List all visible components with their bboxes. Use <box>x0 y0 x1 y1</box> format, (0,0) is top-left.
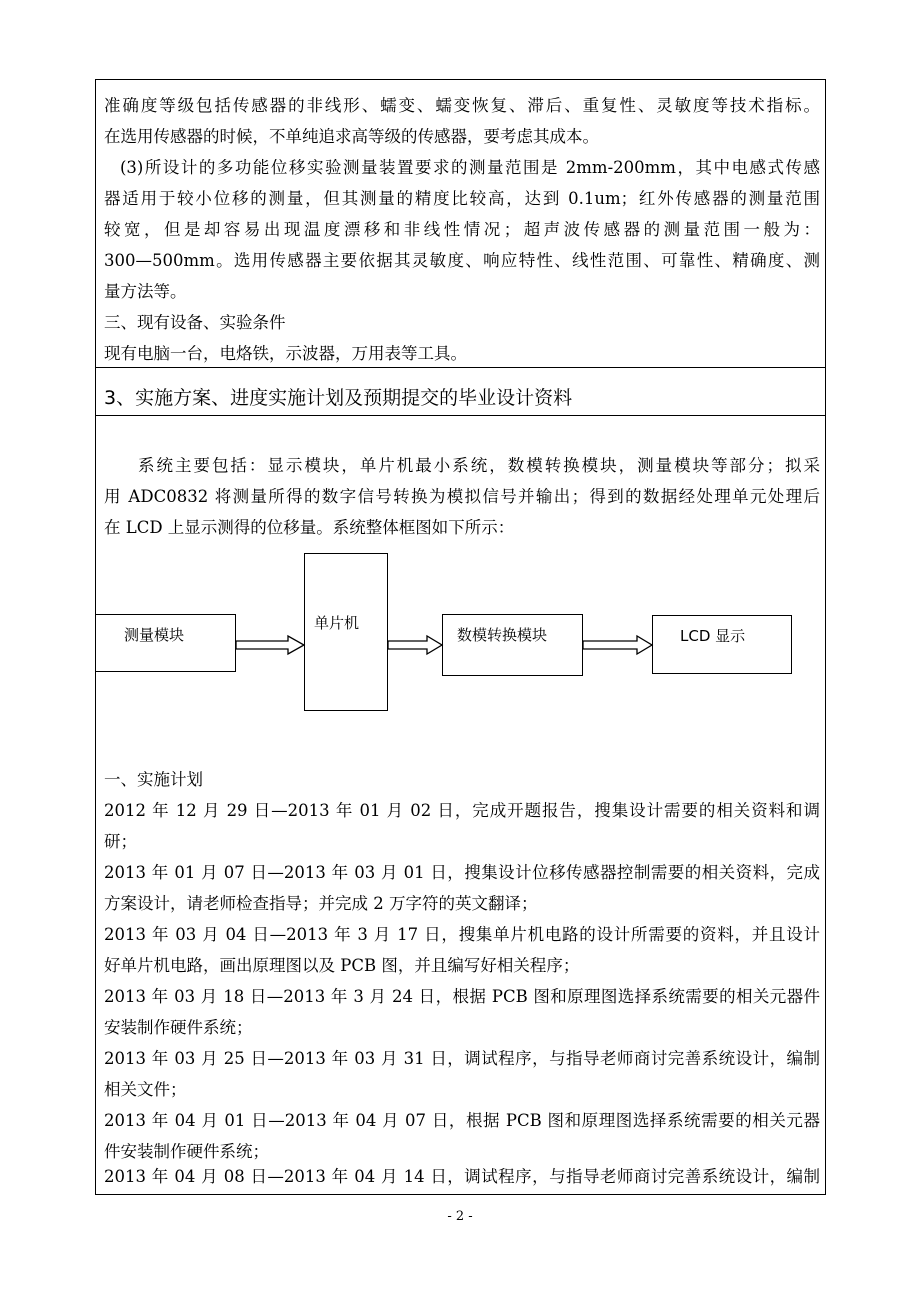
plan-line: 2013 年 03 月 25 日—2013 年 03 月 31 日，调试程序，与指导老师商讨完善系统设计，编制 <box>104 1049 820 1068</box>
plan-line: 好单片机电路，画出原理图以及 PCB 图，并且编写好相关程序； <box>104 956 580 975</box>
text-line: 系统主要包括：显示模块，单片机最小系统，数模转换模块，测量模块等部分；拟采 <box>138 456 820 475</box>
block-label: 数模转换模块 <box>457 626 548 644</box>
plan-line: 2013 年 03 月 18 日—2013 年 3 月 24 日，根据 PCB 图和原理图选择系统需要的相关元器件 <box>104 987 820 1006</box>
plan-line: 安装制作硬件系统； <box>104 1018 253 1037</box>
section-heading: 3、实施方案、进度实施计划及预期提交的毕业设计资料 <box>104 387 573 409</box>
text-line: 用 ADC0832 将测量所得的数字信号转换为模拟信号并输出；得到的数据经处理单元处理后 <box>104 487 820 506</box>
text-line: 量方法等。 <box>104 282 187 301</box>
text-line: 在选用传感器的时候，不单纯追求高等级的传感器，要考虑其成本。 <box>104 127 599 146</box>
section-subtitle: 一、实施计划 <box>104 770 203 789</box>
plan-line: 件安装制作硬件系统； <box>104 1142 269 1161</box>
text-line: 现有电脑一台，电烙铁，示波器，万用表等工具。 <box>104 344 467 363</box>
plan-line: 2012 年 12 月 29 日—2013 年 01 月 02 日，完成开题报告，搜集设计需要的相关资料和调 <box>104 801 820 820</box>
section-subtitle: 三、现有设备、实验条件 <box>104 313 286 332</box>
text-line: 在 LCD 上显示测得的位移量。系统整体框图如下所示： <box>104 518 515 537</box>
plan-line: 2013 年 04 月 01 日—2013 年 04 月 07 日，根据 PCB 图和原理图选择系统需要的相关元器 <box>104 1111 820 1130</box>
text-line: 器适用于较小位移的测量，但其测量的精度比较高，达到 0.1um；红外传感器的测量范围 <box>104 189 820 208</box>
block-label: LCD 显示 <box>680 627 746 645</box>
text-line: 300—500mm。选用传感器主要依据其灵敏度、响应特性、线性范围、可靠性、精确度、测 <box>104 251 820 270</box>
block-label: 测量模块 <box>124 626 185 644</box>
plan-line: 2013 年 03 月 04 日—2013 年 3 月 17 日，搜集单片机电路的设计所需要的资料，并且设计 <box>104 925 820 944</box>
plan-line: 2013 年 01 月 07 日—2013 年 03 月 01 日，搜集设计位移传感器控制需要的相关资料，完成 <box>104 863 820 882</box>
plan-line: 方案设计，请老师检查指导；并完成 2 万字符的英文翻译； <box>104 894 538 913</box>
page-number: - 2 - <box>447 1209 473 1224</box>
text-line: (3)所设计的多功能位移实验测量装置要求的测量范围是 2mm-200mm，其中电感式传感 <box>120 158 820 177</box>
block-label: 单片机 <box>314 614 360 632</box>
plan-line: 相关文件； <box>104 1080 187 1099</box>
row-divider-2 <box>95 415 826 416</box>
row-divider-1 <box>95 367 826 368</box>
plan-line: 研； <box>104 832 137 851</box>
text-line: 准确度等级包括传感器的非线形、蠕变、蠕变恢复、滞后、重复性、灵敏度等技术指标。 <box>104 96 820 115</box>
text-line: 较宽，但是却容易出现温度漂移和非线性情况；超声波传感器的测量范围一般为： <box>104 220 820 239</box>
plan-line: 2013 年 04 月 08 日—2013 年 04 月 14 日，调试程序，与指导老师商讨完善系统设计，编制 <box>104 1167 820 1186</box>
